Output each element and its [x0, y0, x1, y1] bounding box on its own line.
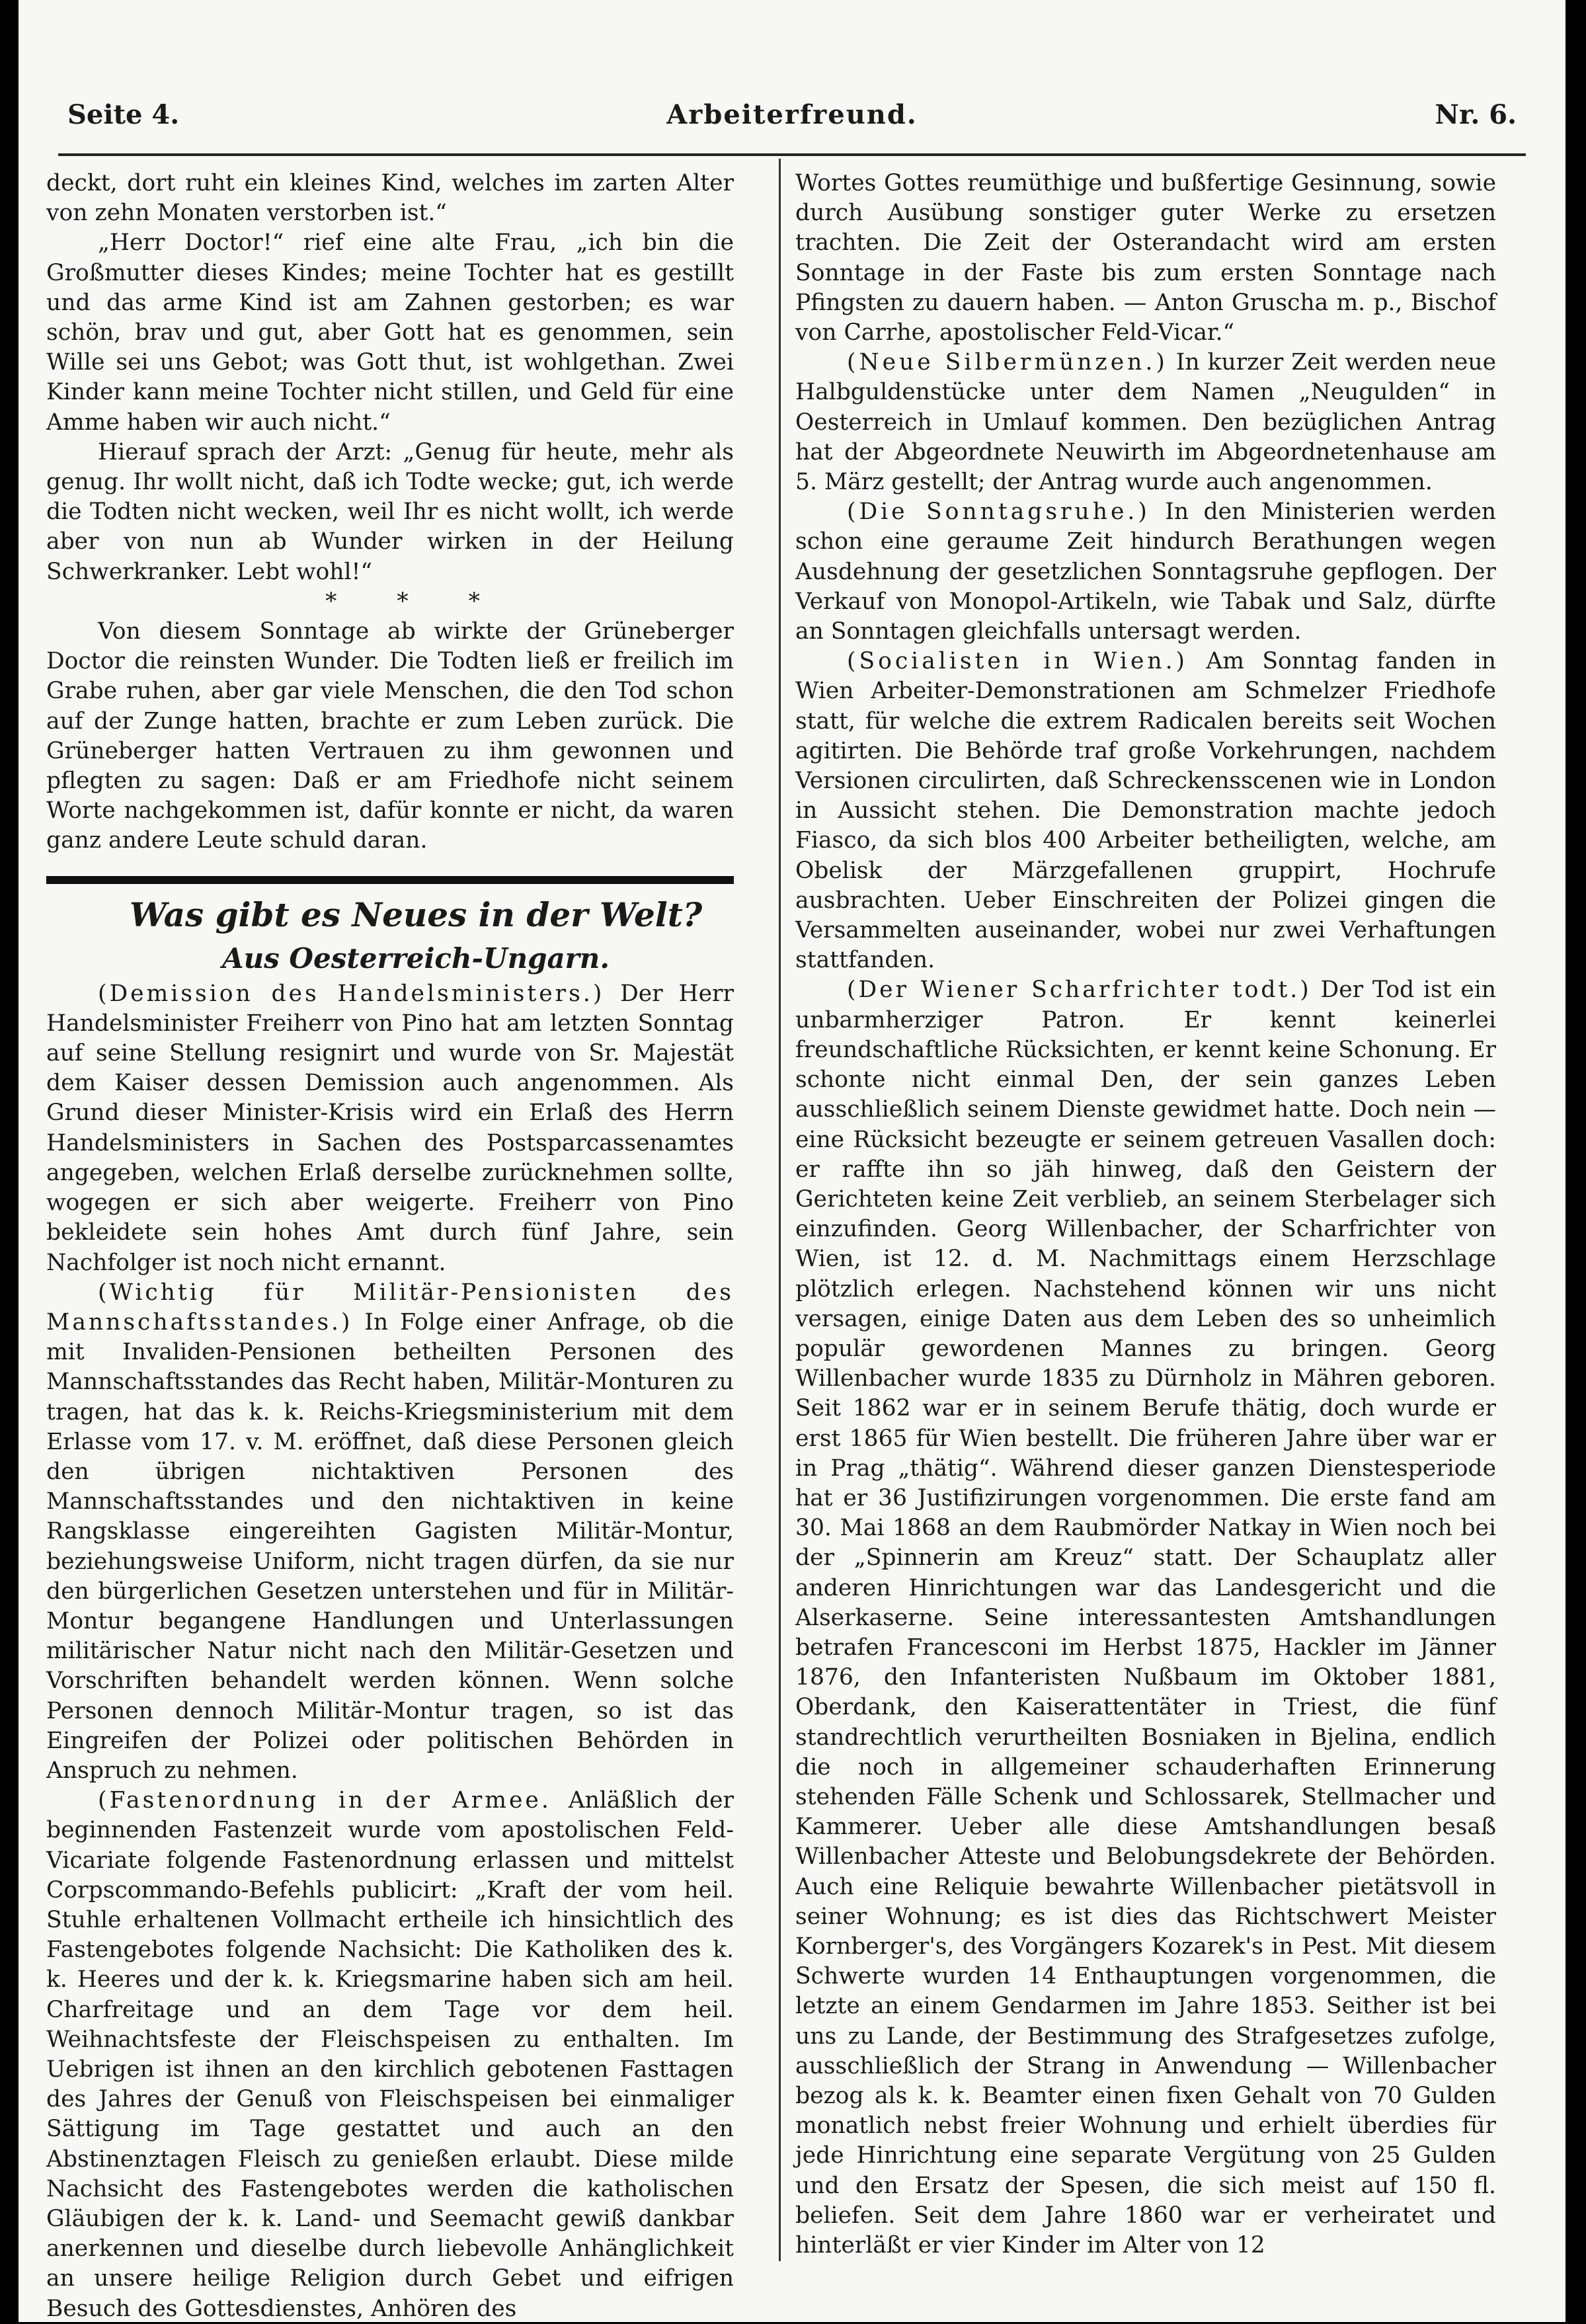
section-break: * * * [325, 588, 506, 615]
section-headline: Was gibt es Neues in der Welt? [129, 895, 703, 934]
news-body: In kurzer Zeit werden neue Halbguldenstücke unter dem Namen „Neugulden“ in Oesterreich in Umlauf kommen. Den bezüglichen Antrag hat der Abgeordnete Neuwirth im Abgeordnetenhause am 5. März gestellt; der Antrag wurde auch angenommen. [795, 349, 1496, 496]
left-column [46, 169, 734, 2324]
news-body: Der Herr Handelsminister Freiherr von Pino hat am letzten Sonntag auf seine Stellung resignirt und wurde von Sr. Majestät dem Kaiser dessen Demission auch angenommen. Als Grund dieser Minister-Krisis wird ein Erlaß des Herrn Handelsministers in Sachen des Postsparcassenamtes angegeben, welchen Erlaß derselbe zurücknehmen sollte, wogegen er sich aber weigerte. Freiherr von Pino bekleidete sein hohes Amt durch fünf Jahre, sein Nachfolger ist noch nicht ernannt. [46, 980, 734, 1276]
paragraph: Von diesem Sonntage ab wirkte der Grüneberger Doctor die reinsten Wunder. Die Todten ließ er freilich im Grabe ruhen, aber gar viele Menschen, die den Tod schon auf der Zunge hatten, brachte er zum Leben zurück. Die Grüneberger hatten Vertrauen zu ihm gewonnen und pflegten zu sagen: Daß er am Friedhofe nicht seinem Worte nachgekommen ist, dafür konnte er nicht, da waren ganz andere Leute schuld daran. [46, 618, 734, 854]
page-header [41, 99, 1543, 152]
newspaper-title: Arbeiterfreund. [666, 99, 918, 130]
news-body: Am Sonntag fanden in Wien Arbeiter-Demonstrationen am Schmelzer Friedhofe statt, für welche die extrem Radicalen bereits seit Wochen agitirten. Die Behörde traf große Vorkehrungen, nachdem Versionen circulirten, daß Schreckensscenen wie in London in Aussicht stehen. Die Demonstration machte jedoch Fiasco, da sich blos 400 Arbeiter betheiligten, welche, am Obelisk der Märzgefallenen gruppirt, Hochrufe ausbrachten. Ueber Einschreiten der Polizei gingen die Versammelten auseinander, wobei nur zwei Verhaftungen stattfanden. [795, 648, 1497, 974]
news-title: (Demission des Handelsministers.) [98, 980, 605, 1007]
news-item [46, 1786, 734, 2324]
news-item [46, 1278, 734, 1786]
news-body: In Folge einer Anfrage, ob die mit Invaliden-Pensionen betheilten Personen des Mannschaftsstandes das Recht haben, Militär-Monturen zu tragen, hat das k. k. Reichs-Kriegsministerium mit dem Erlasse vom 17. v. M. eröffnet, daß diese Personen gleich den übrigen nichtaktiven Personen des Mannschaftsstandes und den nichtaktiven in keine Rangsklasse eingereihten Gagisten Militär-Montur, beziehungsweise Uniform, nicht tragen dürfen, da sie nur den bürgerlichen Gesetzen unterstehen und für in Militär-Montur begangene Handlungen und Unterlassungen militärischer Natur nicht nach den Militär-Gesetzen und Vorschriften behandelt werden können. Wenn solche Personen dennoch Militär-Montur tragen, so ist das Eingreifen der Polizei oder politischen Behörden in Anspruch zu nehmen. [46, 1308, 734, 1784]
section-subheading: Aus Oesterreich-Ungarn. [222, 942, 610, 975]
news-title: (Fastenordnung in der Armee. [98, 1787, 551, 1814]
news-title: (Die Sonntagsruhe.) [847, 499, 1150, 526]
paragraph: Hierauf sprach der Arzt: „Genug für heute, mehr als genug. Ihr wollt nicht, daß ich Todte wecke; gut, ich werde die Todten nicht wecken, weil Ihr es nicht wollt, ich werde aber von nun ab Wunder wirken in der Heilung Schwerkranker. Lebt wohl!“ [46, 438, 734, 585]
news-item [795, 647, 1496, 975]
paragraph: deckt, dort ruht ein kleines Kind, welches im zarten Alter von zehn Monaten verstorben ist.“ [46, 170, 734, 227]
news-item [795, 975, 1496, 2261]
header-rule [58, 153, 1526, 156]
news-title: (Der Wiener Scharfrichter todt.) [847, 977, 1312, 1004]
news-item [795, 348, 1496, 497]
issue-number: Nr. 6. [1435, 99, 1517, 130]
paragraph: „Herr Doctor!“ rief eine alte Frau, „ich bin die Großmutter dieses Kindes; meine Tochter hat es gestillt und das arme Kind ist am Zahnen gestorben; es war schön, brav und gut, aber Gott hat es genommen, sein Wille sei uns Gebot; was Gott thut, ist wohlgethan. Zwei Kinder kann meine Tochter nicht stillen, und Geld für eine Amme haben wir auch nicht.“ [46, 229, 734, 436]
news-body: In den Ministerien werden schon eine geraume Zeit hindurch Berathungen wegen Ausdehnung der gesetzlichen Sonntagsruhe gepflogen. Der Verkauf von Monopol-Artikeln, wie Tabak und Salz, dürfte an Sonntagen gleichfalls untersagt werden. [795, 499, 1497, 645]
news-title: (Wichtig für Militär-Pensionisten des Mannschaftsstandes.) [46, 1279, 734, 1336]
page-number: Seite 4. [67, 99, 180, 130]
section-divider [46, 876, 734, 884]
news-title: (Socialisten in Wien.) [847, 648, 1189, 675]
news-item [795, 497, 1496, 647]
news-body: Der Tod ist ein unbarmherziger Patron. Er kennt keinerlei freundschaftliche Rücksichten, er kennt keine Schonung. Er schonte nicht einmal Den, der sein ganzes Leben ausschließlich seinem Dienste gewidmet hatte. Doch nein — eine Rücksicht bezeugte er seinem getreuen Vasallen doch: er raffte ihn so jäh hinweg, daß den Geistern der Gerichteten keine Zeit verblieb, an seinem Sterbelager sich einzufinden. Georg Willenbacher, der Scharfrichter von Wien, ist 12. d. M. Nachmittags einem Herzschlage plötzlich erlegen. Nachstehend können wir uns nicht versagen, einige Daten aus dem Leben des so unheimlich populär gewordenen Mannes zu bringen. Georg Willenbacher wurde 1835 zu Dürnholz in Mähren geboren. Seit 1862 war er in seinem Berufe thätig, doch wurde er erst 1865 für Wien bestellt. Die früheren Jahre über war er in Prag „thätig“. Während dieser ganzen Dienstesperiode hat er 36 Justifizirungen vorgenommen. Die erste fand am 30. Mai 1868 an dem Raubmörder Natkay in Wien noch bei der „Spinnerin am Kreuz“ statt. Der Schauplatz aller anderen Hinrichtungen war das Landesgericht und die Alserkaserne. Seine interessantesten Amtshandlungen betrafen Francesconi im Herbst 1875, Hackler im Jänner 1876, den Infanteristen Nußbaum im Oktober 1881, Oberdank, den Kaiserattentäter in Triest, die fünf standrechtlich verurtheilten Bosniaken in Bjelina, endlich die noch in allgemeiner schauderhaften Erinnerung stehenden Fälle Schenk und Schlossarek, Stellmacher und Kammerer. Ueber alle diese Amtshandlungen besaß Willenbacher Atteste und Belobungsdekrete der Behörden. Auch eine Reliquie bewahrte Willenbacher pietätsvoll in seiner Wohnung; es ist dies das Richtschwert Meister Kornberger's, des Vorgängers Kozarek's in Pest. Mit diesem Schwerte wurden 14 Enthauptungen vorgenommen, die letzte an einem Gendarmen im Jahre 1853. Seither ist bei uns zu Lande, der Bestimmung des Strafgesetzes zufolge, ausschließlich der Strang in Anwendung — Willenbacher bezog als k. k. Beamter einen fixen Gehalt von 70 Gulden monatlich nebst freier Wohnung und erhielt überdies für jede Hinrichtung eine separate Vergütung von 25 Gulden und den Ersatz der Spesen, die sich meist auf 150 fl. beliefen. Seit dem Jahre 1860 war er verheiratet und hinterläßt er vier Kinder im Alter von 12 [795, 977, 1497, 2259]
paragraph: Wortes Gottes reumüthige und bußfertige Gesinnung, sowie durch Ausübung sonstiger guter Werke zu ersetzen trachten. Die Zeit der Osterandacht wird am ersten Sonntage in der Faste bis zum ersten Sonntage nach Pfingsten zu dauern haben. — Anton Gruscha m. p., Bischof von Carrhe, apostolischer Feld-Vicar.“ [795, 170, 1496, 346]
newspaper-page [19, 0, 1566, 2322]
news-body: Anläßlich der beginnenden Fastenzeit wurde vom apostolischen Feld-Vicariate folgende Fastenordnung erlassen und mittelst Corpscommando-Befehls publicirt: „Kraft der vom heil. Stuhle erhaltenen Vollmacht ertheile ich hinsichtlich des Fastengebotes folgende Nachsicht: Die Katholiken des k. k. Heeres und der k. k. Kriegsmarine haben sich am heil. Charfreitage und an dem Tage vor dem heil. Weihnachtsfeste der Fleischspeisen zu enthalten. Im Uebrigen ist ihnen an den kirchlich gebotenen Fasttagen des Jahres der Genuß von Fleischspeisen bei einmaliger Sättigung im Tage gestattet und auch an den Abstinenztagen Fleisch zu genießen erlaubt. Diese milde Nachsicht des Fastengebotes werden die katholischen Gläubigen der k. k. Land- und Seemacht gewiß dankbar anerkennen und dieselbe durch liebevolle Anhänglichkeit an unsere heilige Religion durch Gebet und eifrigen Besuch des Gottesdienstes, Anhören des [46, 1787, 734, 2322]
news-item [46, 979, 734, 1278]
news-title: (Neue Silbermünzen.) [847, 349, 1168, 376]
right-column [795, 169, 1496, 2261]
column-divider [779, 159, 781, 2261]
